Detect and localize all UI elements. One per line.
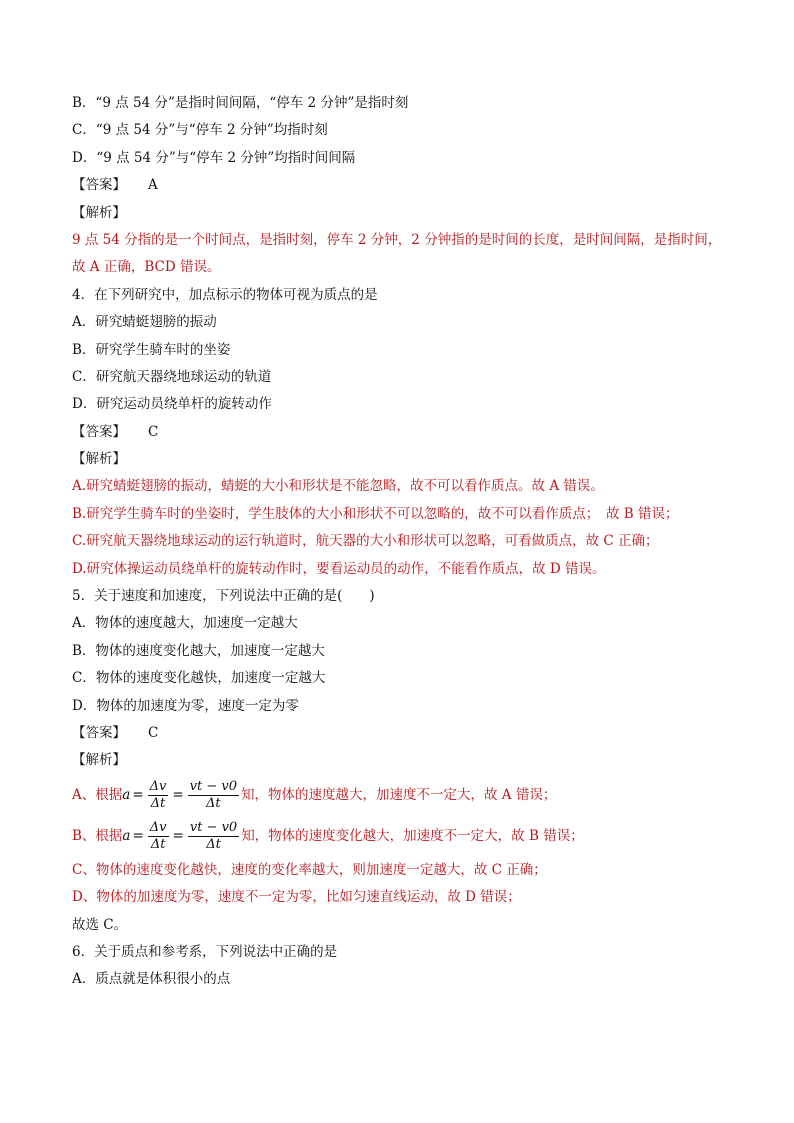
q4-option-b[interactable]: B．研究学生骑车时的坐姿 xyxy=(72,341,231,358)
fraction-denominator: Δt xyxy=(150,795,166,811)
answer-value: C xyxy=(148,423,159,440)
q5-option-d[interactable]: D．物体的加速度为零，速度一定为零 xyxy=(72,697,299,714)
fraction-numerator: Δv xyxy=(149,819,167,835)
velocity-fraction xyxy=(188,820,239,853)
analysis-prefix: B、根据 xyxy=(72,827,123,844)
q6-option-a[interactable]: A．质点就是体积很小的点 xyxy=(72,971,231,988)
q4-option-c[interactable]: C．研究航天器绕地球运动的轨道 xyxy=(72,368,272,385)
q4-analysis-b: B.研究学生骑车时的坐姿时，学生肢体的大小和形状不可以忽略的，故不可以看作质点； 故 B 错误； xyxy=(72,505,679,522)
q3-analysis-line-2: 故 A 正确，BCD 错误。 xyxy=(72,259,221,276)
fraction-numerator: vt − v0 xyxy=(189,778,238,794)
q6-stem: 6．关于质点和参考系，下列说法中正确的是 xyxy=(72,943,338,960)
velocity-fraction xyxy=(188,779,239,812)
fraction-numerator: Δv xyxy=(149,778,167,794)
q5-analysis-label: 【解析】 xyxy=(72,752,126,769)
answer-label: 【答案】 xyxy=(72,423,126,440)
formula-equals: = xyxy=(172,827,184,844)
document-page xyxy=(72,90,732,994)
formula-lhs: a xyxy=(122,786,131,803)
q4-analysis-a: A.研究蜻蜓翅膀的振动，蜻蜓的大小和形状是不能忽略，故不可以看作质点。故 A 错误。 xyxy=(72,478,604,495)
q3-option-c[interactable]: C．“9 点 54 分”与“停车 2 分钟”均指时刻 xyxy=(72,122,328,139)
q4-analysis-label: 【解析】 xyxy=(72,451,126,468)
q5-analysis-a xyxy=(72,775,732,816)
analysis-prefix: A、根据 xyxy=(72,786,123,803)
formula-lhs: a xyxy=(122,827,131,844)
analysis-suffix: 知，物体的速度越大，加速度不一定大，故 A 错误； xyxy=(241,786,557,803)
q5-analysis-c: C、物体的速度变化越快，速度的变化率越大，则加速度一定越大，故 C 正确； xyxy=(72,861,547,878)
q3-option-d[interactable]: D．“9 点 54 分”与“停车 2 分钟”均指时间间隔 xyxy=(72,149,356,166)
q4-option-d[interactable]: D．研究运动员绕单杆的旋转动作 xyxy=(72,396,272,413)
fraction-denominator: Δt xyxy=(206,795,221,811)
answer-label: 【答案】 xyxy=(72,724,126,741)
q4-analysis-d: D.研究体操运动员绕单杆的旋转动作时，要看运动员的动作，不能看作质点，故 D 错误。 xyxy=(72,560,606,577)
q3-analysis-line-1: 9 点 54 分指的是一个时间点，是指时刻，停车 2 分钟，2 分钟指的是时间的长度，是时间间隔，是指时间， xyxy=(72,231,722,248)
q5-option-b[interactable]: B．物体的速度变化越大，加速度一定越大 xyxy=(72,642,325,659)
fraction-numerator: vt − v0 xyxy=(189,819,238,835)
fraction-denominator: Δt xyxy=(150,836,166,852)
fraction-denominator: Δt xyxy=(206,836,221,852)
q5-stem: 5．关于速度和加速度，下列说法中正确的是( ) xyxy=(72,588,375,605)
q3-analysis-label: 【解析】 xyxy=(72,204,126,221)
delta-fraction xyxy=(148,820,169,853)
q3-answer xyxy=(72,172,732,199)
q5-analysis-d: D、物体的加速度为零，速度不一定为零，比如匀速直线运动，故 D 错误； xyxy=(72,889,521,906)
q3-option-b[interactable]: B．“9 点 54 分”是指时间间隔，“停车 2 分钟”是指时刻 xyxy=(72,95,409,111)
q4-stem: 4．在下列研究中，加点标示的物体可视为质点的是 xyxy=(72,286,378,303)
analysis-suffix: 知，物体的速度变化越大，加速度不一定大，故 B 错误； xyxy=(241,827,584,844)
answer-label: 【答案】 xyxy=(72,177,126,194)
q5-analysis-b xyxy=(72,816,732,857)
q5-answer xyxy=(72,720,732,747)
q5-option-c[interactable]: C．物体的速度变化越快，加速度一定越大 xyxy=(72,670,326,687)
formula-equals: = xyxy=(132,786,144,803)
q4-analysis-c: C.研究航天器绕地球运动的运行轨道时，航天器的大小和形状可以忽略，可看做质点，故 C 正确； xyxy=(72,533,659,550)
q5-conclusion: 故选 C。 xyxy=(72,916,128,933)
q5-option-a[interactable]: A．物体的速度越大，加速度一定越大 xyxy=(72,615,298,632)
q4-option-a[interactable]: A．研究蜻蜓翅膀的振动 xyxy=(72,314,217,331)
q4-answer xyxy=(72,419,732,446)
answer-value: A xyxy=(148,177,158,194)
answer-value: C xyxy=(148,724,159,741)
delta-fraction xyxy=(148,779,169,812)
formula-equals: = xyxy=(172,786,184,803)
formula-equals: = xyxy=(132,827,144,844)
